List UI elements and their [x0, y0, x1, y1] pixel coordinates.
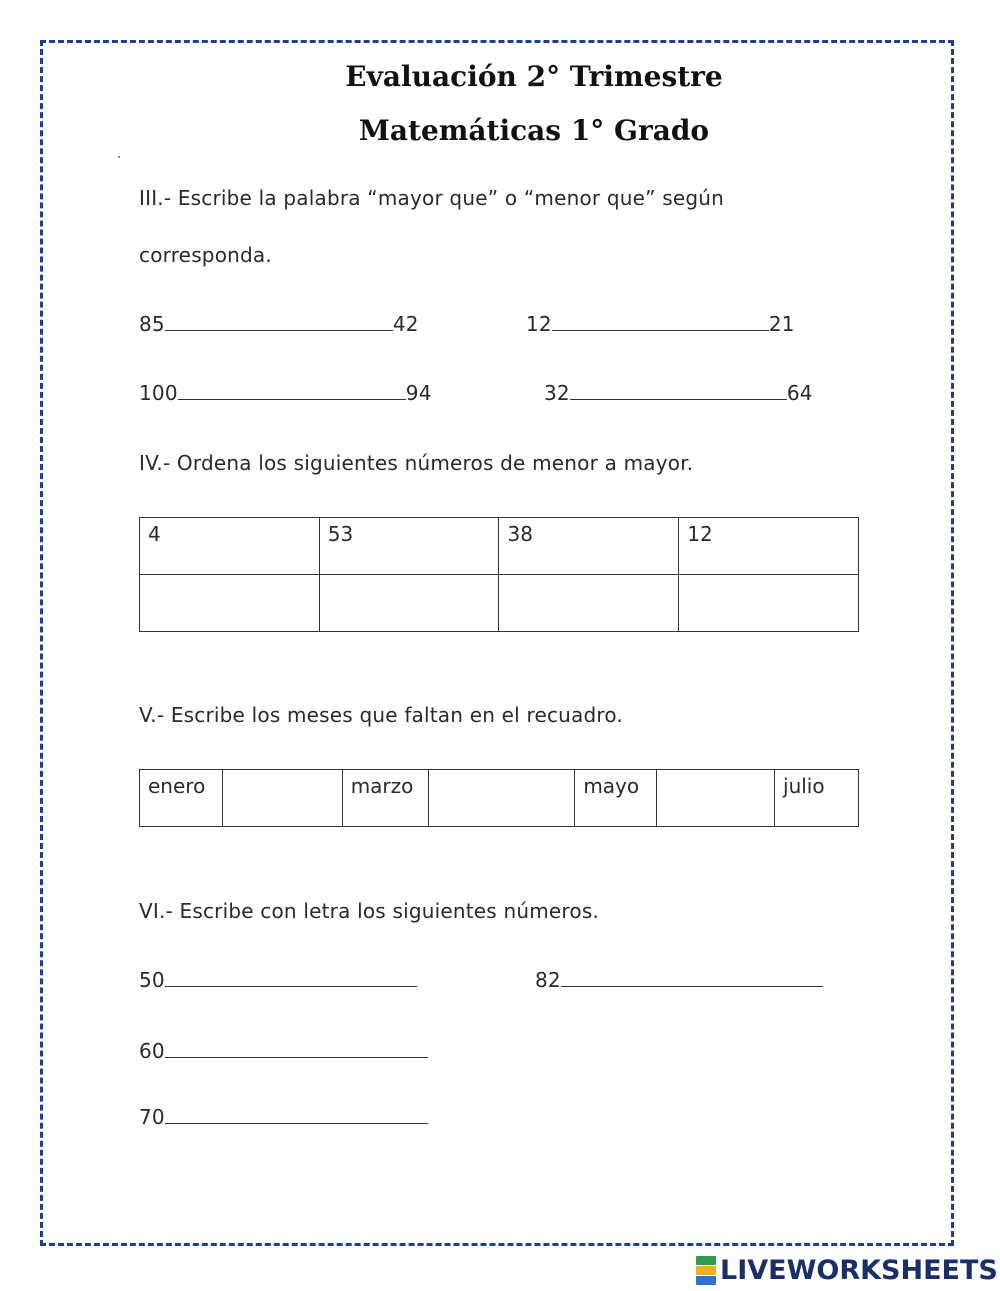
answer-cell[interactable] [499, 575, 679, 632]
month-answer-cell[interactable] [222, 770, 342, 827]
compare-left: 32 [544, 381, 570, 405]
section5-instruction: V.- Escribe los meses que faltan en el recuadro. [139, 703, 623, 727]
write-number-item [139, 1105, 428, 1129]
compare-left: 100 [139, 381, 178, 405]
page-title: Evaluación 2° Trimestre [345, 60, 723, 93]
write-number-item [139, 1039, 428, 1063]
answer-cell[interactable] [140, 575, 320, 632]
compare-item [139, 381, 432, 405]
number-label: 70 [139, 1105, 165, 1129]
section3-instruction: III.- Escribe la palabra “mayor que” o “menor que” según [139, 186, 725, 210]
order-table [139, 517, 859, 632]
compare-right: 64 [786, 381, 813, 405]
compare-left: 85 [139, 312, 165, 336]
answer-cell[interactable] [319, 575, 499, 632]
compare-item [544, 381, 813, 405]
compare-right: 94 [405, 381, 432, 405]
stray-dot [118, 156, 120, 158]
answer-blank[interactable] [552, 312, 769, 331]
number-cell: 12 [679, 518, 859, 575]
month-answer-cell[interactable] [428, 770, 575, 827]
compare-right: 42 [392, 312, 419, 336]
page-border [40, 40, 954, 1246]
brand-watermark [696, 1254, 998, 1286]
number-label: 82 [535, 968, 561, 992]
answer-blank[interactable] [165, 1105, 428, 1124]
answer-blank[interactable] [165, 312, 393, 331]
write-number-item [139, 968, 417, 992]
month-cell: julio [775, 770, 859, 827]
month-answer-cell[interactable] [657, 770, 775, 827]
number-label: 60 [139, 1039, 165, 1063]
compare-item [526, 312, 795, 336]
section3-instruction-cont: corresponda. [139, 243, 272, 267]
section4-instruction: IV.- Ordena los siguientes números de menor a mayor. [139, 451, 694, 475]
answer-blank[interactable] [570, 381, 787, 400]
compare-right: 21 [768, 312, 795, 336]
number-cell: 53 [319, 518, 499, 575]
page-subtitle: Matemáticas 1° Grado [358, 114, 710, 147]
brand-name: LIVEWORKSHEETS [720, 1254, 998, 1286]
month-cell: enero [140, 770, 223, 827]
answer-cell[interactable] [679, 575, 859, 632]
compare-item [139, 312, 419, 336]
brand-logo-icon [696, 1256, 716, 1285]
number-label: 50 [139, 968, 165, 992]
number-cell: 38 [499, 518, 679, 575]
answer-blank[interactable] [165, 968, 417, 987]
answer-blank[interactable] [165, 1039, 428, 1058]
number-cell: 4 [140, 518, 320, 575]
month-cell: mayo [575, 770, 657, 827]
answer-blank[interactable] [561, 968, 823, 987]
month-cell: marzo [342, 770, 428, 827]
write-number-item [535, 968, 823, 992]
compare-left: 12 [526, 312, 552, 336]
months-table [139, 769, 859, 827]
answer-blank[interactable] [178, 381, 406, 400]
section6-instruction: VI.- Escribe con letra los siguientes números. [139, 899, 600, 923]
